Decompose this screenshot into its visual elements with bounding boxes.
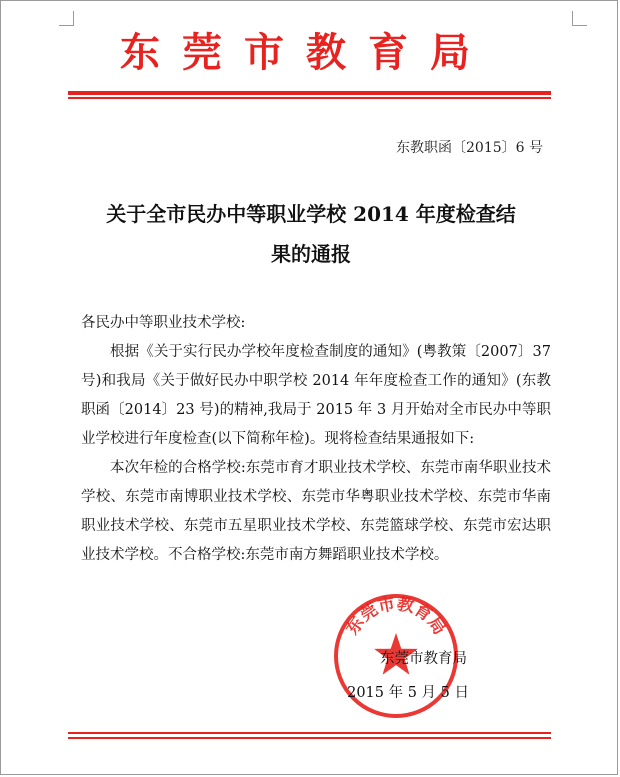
seal-text: 东莞市教育局 [342, 594, 450, 639]
crop-mark-top-right [572, 11, 587, 26]
title-line-2: 果的通报 [271, 242, 351, 266]
footer-rule-1 [68, 732, 551, 734]
issuer-signoff: 东莞市教育局 [380, 651, 467, 667]
document-number: 东教职函〔2015〕6 号 [396, 140, 543, 156]
document-body [81, 309, 551, 570]
masthead-title: 东莞市教育局 [120, 29, 492, 76]
masthead-rule-thin [68, 97, 551, 99]
masthead-rule-thick [68, 91, 551, 95]
svg-text:东莞市教育局 [342, 593, 450, 638]
paragraph-1: 根据《关于实行民办学校年度检查制度的通知》(粤教策〔2007〕37 号)和我局《关于做好民办中职学校 2014 年年度检查工作的通知》(东教职函〔2014〕23 号)的精神,我局于 2015 年 3 月开始对全市民办中等职业学校进行年度检查(以下简称年检)。现将检查结果通报如下: [81, 344, 551, 447]
crop-mark-top-left [59, 11, 74, 26]
title-line-1: 关于全市民办中等职业学校 2014 年度检查结 [106, 202, 516, 226]
footer-rule-2 [68, 737, 551, 739]
salutation: 各民办中等职业技术学校: [81, 315, 246, 331]
paragraph-2: 本次年检的合格学校:东莞市育才职业技术学校、东莞市南华职业技术学校、东莞市南博职业技术学校、东莞市华粤职业技术学校、东莞市华南职业技术学校、东莞市五星职业技术学校、东莞篮球学校、东莞市宏达职业技术学校。不合格学校:东莞市南方舞蹈职业技术学校。 [81, 460, 551, 563]
document-title [73, 194, 549, 274]
issue-date: 2015 年 5 月 5 日 [347, 685, 469, 701]
